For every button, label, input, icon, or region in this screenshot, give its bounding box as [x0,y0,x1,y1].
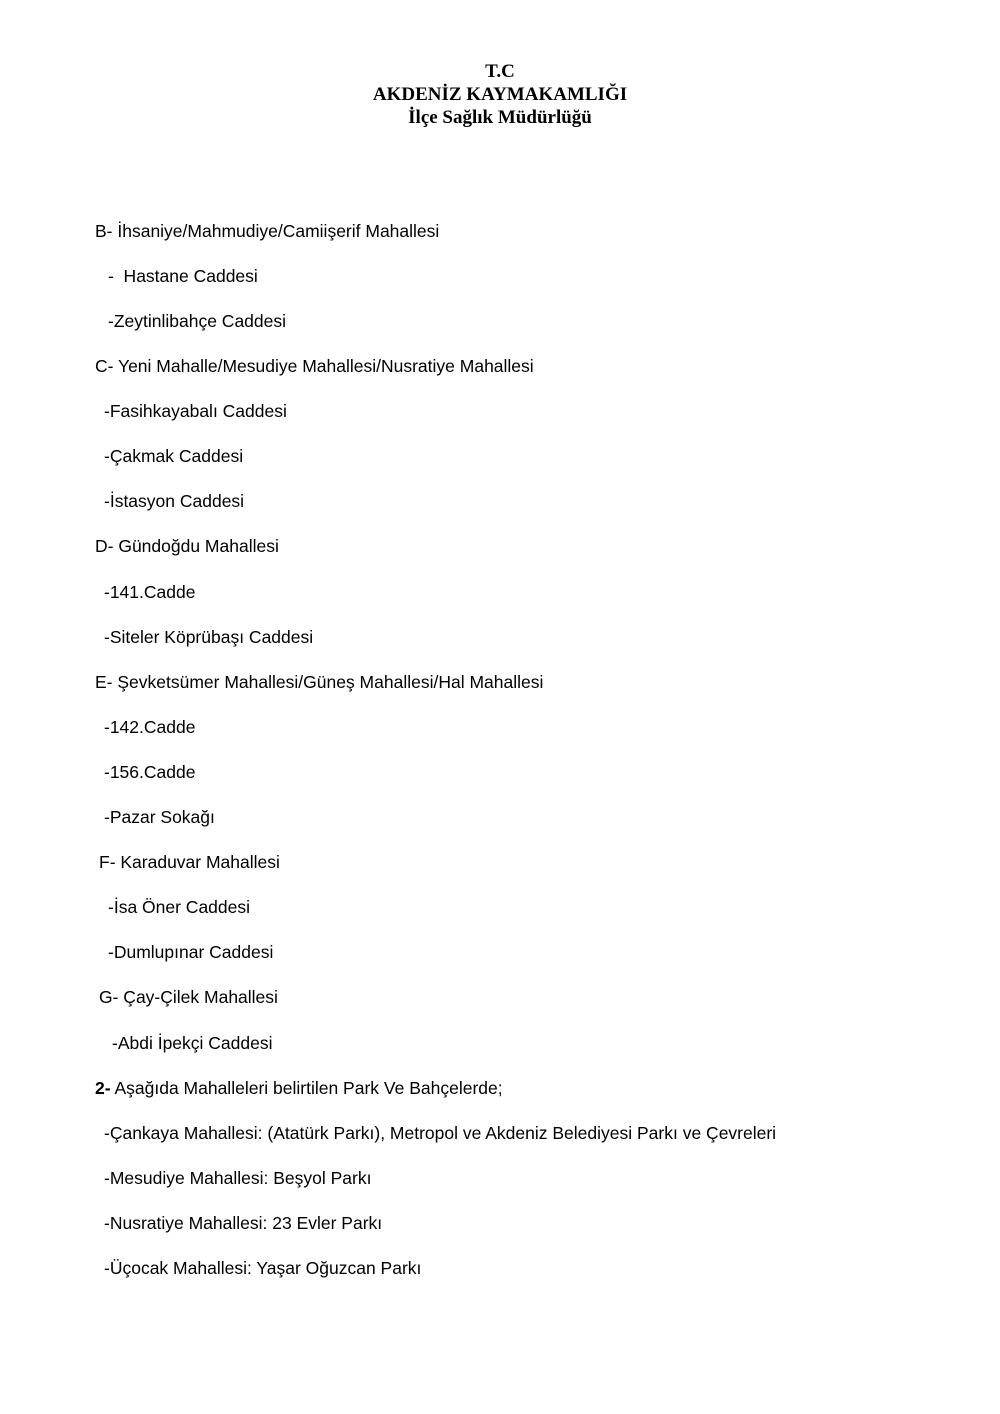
parks-intro: Aşağıda Mahalleleri belirtilen Park Ve Bahçelerde; [110,1078,503,1098]
section-f-item: -Dumlupınar Caddesi [108,942,274,962]
section-d-item: -141.Cadde [104,582,196,602]
park-item: -Mesudiye Mahallesi: Beşyol Parkı [104,1168,372,1188]
park-item: -Çankaya Mahallesi: (Atatürk Parkı), Metropol ve Akdeniz Belediyesi Parkı ve Çevreleri [104,1123,777,1143]
document-header [0,60,1000,129]
section-g-item: -Abdi İpekçi Caddesi [112,1033,273,1053]
section-g-title: G- Çay-Çilek Mahallesi [99,987,278,1007]
section-e-title: E- Şevketsümer Mahallesi/Güneş Mahallesi/Hal Mahallesi [95,672,544,692]
section-e-item: -142.Cadde [104,717,196,737]
parks-number: 2- [95,1078,111,1098]
section-c-item: -Çakmak Caddesi [104,446,244,466]
section-d-item: -Siteler Köprübaşı Caddesi [104,627,314,647]
header-line-tc: T.C [485,61,515,82]
park-item: -Üçocak Mahallesi: Yaşar Oğuzcan Parkı [104,1258,422,1278]
section-b-item: -Zeytinlibahçe Caddesi [108,311,287,331]
header-line-mudurluk: İlçe Sağlık Müdürlüğü [408,107,592,128]
section-c-item: -Fasihkayabalı Caddesi [104,401,287,421]
section-e-item: -Pazar Sokağı [104,807,215,827]
section-b-title: B- İhsaniye/Mahmudiye/Camiişerif Mahallesi [95,221,440,241]
park-item: -Nusratiye Mahallesi: 23 Evler Parkı [104,1213,383,1233]
section-f-item: -İsa Öner Caddesi [108,897,251,917]
section-c-title: C- Yeni Mahalle/Mesudiye Mahallesi/Nusratiye Mahallesi [95,356,534,376]
section-e-item: -156.Cadde [104,762,196,782]
header-line-kaymakamlik: AKDENİZ KAYMAKAMLIĞI [372,84,628,105]
section-b-item: - Hastane Caddesi [108,266,258,286]
section-f-title: F- Karaduvar Mahallesi [99,852,280,872]
section-d-title: D- Gündoğdu Mahallesi [95,536,279,556]
parks-heading [95,1077,503,1100]
section-c-item: -İstasyon Caddesi [104,491,245,511]
